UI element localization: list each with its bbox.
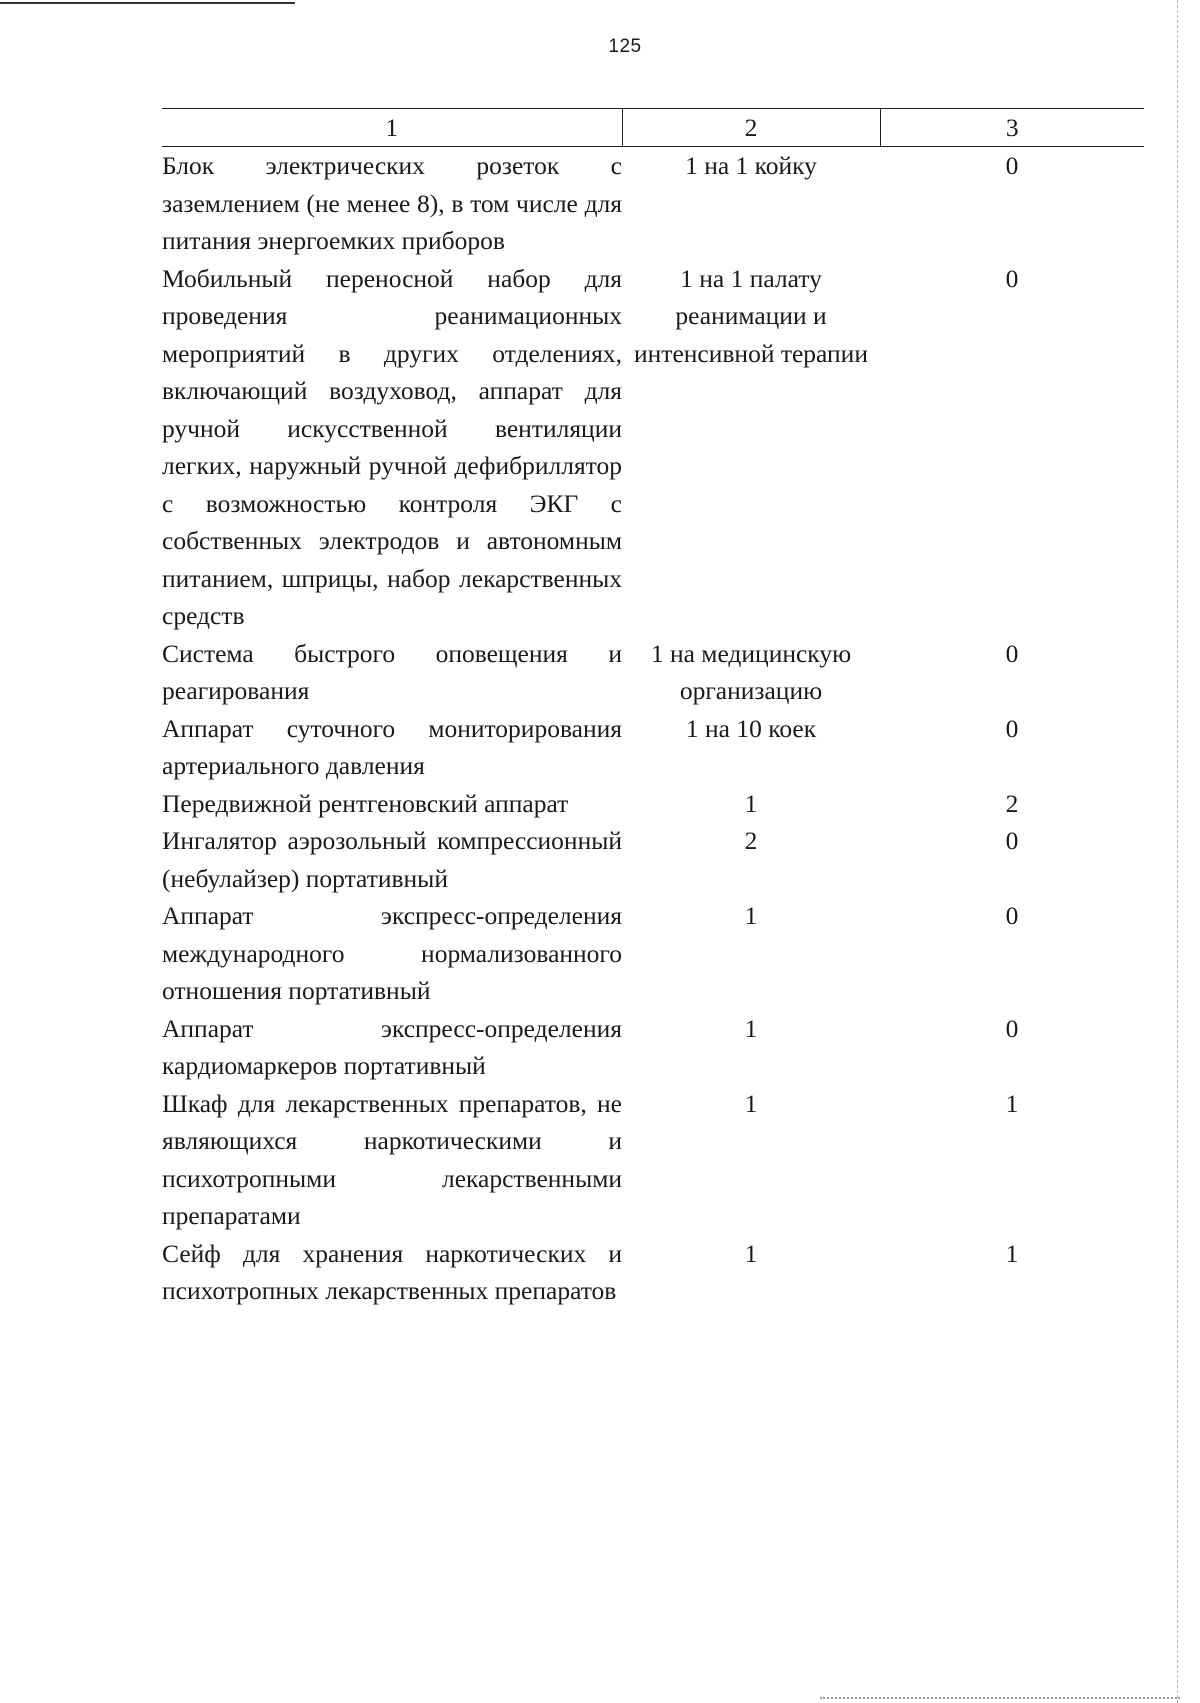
equipment-quantity: 2 — [744, 826, 758, 855]
page-number: 125 — [608, 36, 642, 57]
equipment-quantity: 1 — [744, 901, 758, 930]
table-row — [162, 897, 1144, 1010]
equipment-quantity: 1 на медицинскую организацию — [650, 638, 852, 705]
equipment-quantity: 1 — [744, 788, 758, 818]
equipment-quantity: 1 — [744, 1013, 758, 1043]
equipment-name: Мобильный переносной набор для проведения реанимационных мероприятий в других отделениях, включающий воздуховод, аппарат для ручной искусственной вентиляции легких, наружный ручной дефибриллятор с возможностью контроля ЭКГ с собственных электродов и автономным питанием, шприцы, набор лекарственных средств — [162, 263, 622, 630]
equipment-value: 0 — [1005, 826, 1019, 855]
equipment-value: 0 — [1005, 263, 1019, 293]
equipment-name: Аппарат экспресс-определения международного нормализованного отношения портативный — [162, 901, 622, 1005]
equipment-name: Блок электрических розеток с заземлением (не менее 8), в том числе для питания энергоемких приборов — [162, 151, 622, 255]
equipment-quantity: 1 на 1 койку — [685, 151, 817, 180]
table-row — [162, 1085, 1144, 1235]
table-row — [162, 710, 1144, 785]
equipment-name: Передвижной рентгеновский аппарат — [162, 788, 569, 818]
scan-artifact-line — [0, 2, 295, 4]
equipment-quantity: 1 — [744, 1238, 758, 1268]
equipment-value: 0 — [1005, 1013, 1019, 1043]
equipment-value: 0 — [1005, 901, 1019, 930]
equipment-value: 0 — [1005, 713, 1019, 743]
equipment-table — [162, 108, 1144, 1310]
equipment-quantity: 1 на 1 палату реанимации и интенсивной терапии — [634, 263, 868, 368]
equipment-name: Система быстрого оповещения и реагирования — [162, 638, 622, 705]
equipment-value: 1 — [1005, 1238, 1019, 1268]
equipment-name: Аппарат суточного мониторирования артериального давления — [162, 713, 622, 780]
equipment-value: 1 — [1005, 1088, 1019, 1118]
equipment-value: 0 — [1005, 151, 1019, 180]
table-row — [162, 635, 1144, 710]
table-row — [162, 785, 1144, 823]
equipment-name: Ингалятор аэрозольный компрессионный (небулайзер) портативный — [162, 826, 622, 893]
table-row — [162, 147, 1144, 260]
table-header — [162, 109, 1144, 147]
table-body — [162, 147, 1144, 1310]
column-header-3: 3 — [880, 109, 1144, 147]
equipment-name: Аппарат экспресс-определения кардиомаркеров портативный — [162, 1013, 622, 1080]
table-row — [162, 260, 1144, 635]
table-row — [162, 822, 1144, 897]
scan-artifact-edge — [1177, 0, 1178, 1703]
column-header-2: 2 — [622, 109, 880, 147]
column-header-1: 1 — [162, 109, 622, 147]
equipment-value: 2 — [1005, 788, 1019, 818]
equipment-value: 0 — [1005, 638, 1019, 668]
table-row — [162, 1235, 1144, 1310]
table-row — [162, 1010, 1144, 1085]
equipment-name: Сейф для хранения наркотических и психотропных лекарственных препаратов — [162, 1238, 622, 1305]
equipment-name: Шкаф для лекарственных препаратов, не являющихся наркотическими и психотропными лекарственными препаратами — [162, 1088, 622, 1230]
equipment-quantity: 1 на 10 коек — [685, 713, 817, 743]
table-header-row — [162, 109, 1144, 147]
scan-artifact-edge-bottom — [820, 1697, 1180, 1699]
equipment-quantity: 1 — [744, 1088, 758, 1118]
